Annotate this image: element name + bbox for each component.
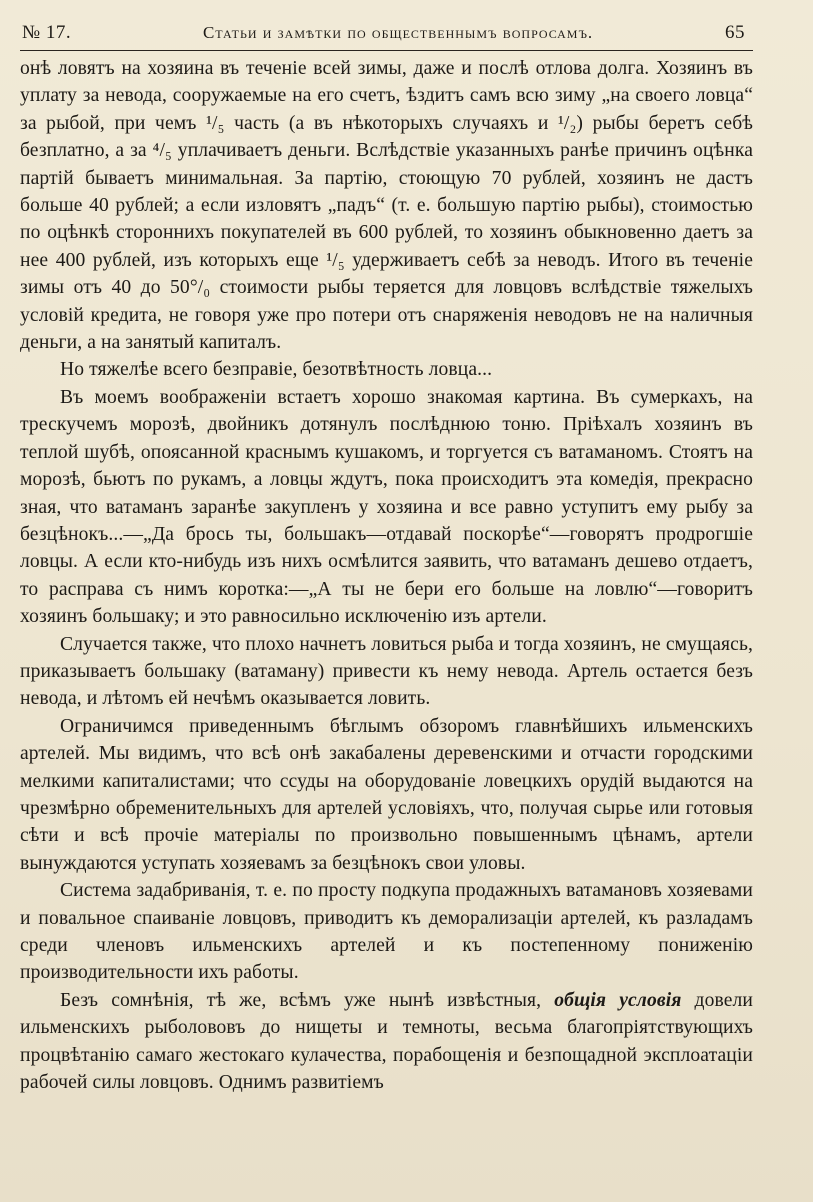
emphasis-general-conditions: общія условія	[554, 989, 682, 1011]
paragraph-3: Въ моемъ воображеніи встаетъ хорошо знакомая картина. Въ сумеркахъ, на трескучемъ морозѣ, двойникъ дотянулъ послѣднюю тоню. Пріѣхалъ хозяинъ въ теплой шубѣ, опоясанной краснымъ кушакомъ, и торгуется съ ватаманомъ. Стоятъ на морозѣ, бьютъ по рукамъ, а ловцы ждутъ, пока происходитъ эта комедія, прекрасно зная, что ватаманъ заранѣе закупленъ у хозяина и все равно уступитъ ему рыбу за безцѣнокъ...—„Да брось ты, большакъ—отдавай поскорѣе“—говорятъ продрогшіе ловцы. А если кто-нибудь изъ нихъ осмѣлится заявить, что ватаманъ дешево отдаетъ, то расправа съ нимъ коротка:—„А ты не бери его больше на ловлю“—говоритъ хозяинъ большаку; и это равносильно исключенію изъ артели.	[20, 386, 753, 628]
paragraph-7-start: Безъ сомнѣнія, тѣ же, всѣмъ уже нынѣ извѣстныя,	[60, 989, 555, 1011]
page-number: 65	[724, 22, 745, 43]
journal-issue-number: № 17.	[22, 22, 72, 43]
paragraph-4: Случается также, что плохо начнетъ ловиться рыба и тогда хозяинъ, не смущаясь, приказываетъ большаку (ватаману) привести къ нему невода. Артель остается безъ невода, и лѣтомъ ей нечѣмъ оказывается ловить.	[20, 633, 753, 710]
paragraph-6: Система задабриванія, т. е. по просту подкупа продажныхъ ватамановъ хозяевами и повальное спаиваніе ловцовъ, приводитъ къ деморализаціи артелей, къ разладамъ среди членовъ ильменскихъ артелей и къ постепенному пониженію производительности ихъ работы.	[20, 880, 753, 984]
paragraph-5: Ограничимся приведеннымъ бѣглымъ обзоромъ главнѣйшихъ ильменскихъ артелей. Мы видимъ, что всѣ онѣ закабалены деревенскими и отчасти городскими мелкими капиталистами; что ссуды на оборудованіе ловецкихъ орудій выдаются на чрезмѣрно обременительныхъ для артелей условіяхъ, что, получая сырье или готовыя сѣти и всѣ прочіе матеріалы по произвольно повышеннымъ цѣнамъ, артели вынуждаются уступать хозяевамъ за безцѣнокъ свои уловы.	[20, 715, 753, 874]
paragraph-7-end: довели ильменскихъ рыболововъ до нищеты и темноты, весьма благопріятствующихъ процвѣтанію самаго жестокаго кулачества, порабощенія и безпощадной эксплоатаціи рабочей силы ловцовъ. Однимъ развитіемъ	[20, 989, 754, 1094]
running-title: Статьи и замѣтки по общественнымъ вопросамъ.	[202, 23, 594, 42]
paragraph-1: онѣ ловятъ на хозяина въ теченіе всей зимы, даже и послѣ отлова долга. Хозяинъ въ уплату за невода, сооружаемые на его счетъ, ѣздитъ самъ всю зиму „на своего ловца“ за рыбой, при чемъ ¹/₅ часть (а въ нѣкоторыхъ случаяхъ и ¹/₂) рыбы беретъ себѣ безплатно, а за ⁴/₅ уплачиваетъ деньги. Вслѣдствіе указанныхъ ранѣе причинъ оцѣнка партій бываетъ минимальная. За партію, стоющую 70 рублей, хозяинъ не дастъ больше 40 рублей; а если изловятъ „падъ“ (т. е. большую партію рыбы), стоимостью по оцѣнкѣ стороннихъ покупателей въ 600 рублей, то хозяинъ обыкновенно даетъ за нее 400 рублей, изъ которыхъ еще ¹/₅ удерживаетъ себѣ за неводъ. Итого въ теченіе зимы отъ 40 до 50°/₀ стоимости рыбы теряется для ловцовъ вслѣдствіе тяжелыхъ условій кредита, не говоря уже про потери отъ снаряженія неводовъ не на наличныя деньги, а на занятый капиталъ.	[20, 58, 753, 354]
paragraph-7	[20, 987, 753, 1097]
running-header	[20, 22, 753, 51]
paragraph-2: Но тяжелѣе всего безправіе, безотвѣтность ловца...	[60, 359, 493, 381]
article-body	[20, 55, 753, 1096]
